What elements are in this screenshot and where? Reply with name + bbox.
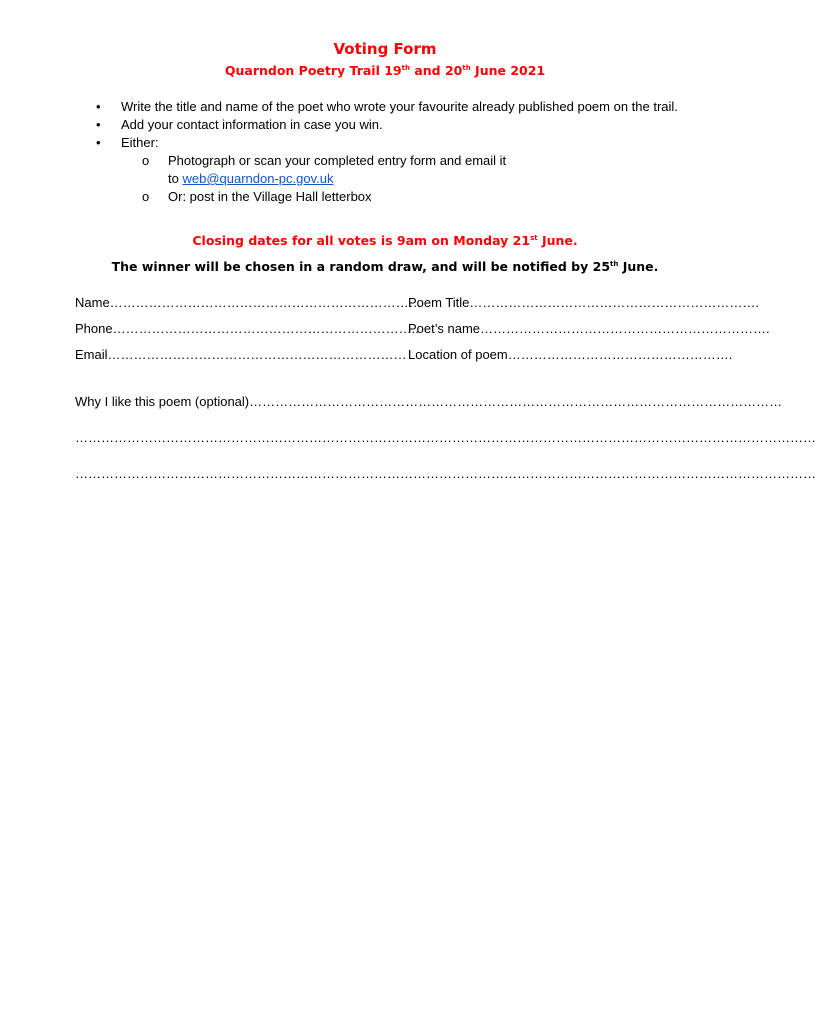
circle-bullet-icon: o: [142, 153, 150, 168]
option-text: Or: post in the Village Hall letterbox: [168, 189, 372, 204]
instruction-text: Either:: [121, 135, 159, 150]
subtitle-text-start: Quarndon Poetry Trail 19: [224, 63, 402, 78]
bullet-icon: •: [96, 135, 101, 150]
closing-date-notice: [0, 233, 770, 248]
subtitle-text-mid: and 20: [409, 63, 463, 78]
option-email-to: to: [168, 171, 183, 186]
option-email-text: Photograph or scan your completed entry form and email it: [168, 153, 507, 168]
closing-text-start: Closing dates for all votes is 9am on Monday 21: [192, 233, 531, 248]
comment-line[interactable]: ………………………………………………………………………………………………………………………………………………………: [75, 430, 816, 445]
instruction-text: Add your contact information in case you win.: [121, 117, 383, 132]
phone-field[interactable]: Phone……………………………………………………………..: [75, 321, 419, 336]
submission-option: [142, 152, 706, 188]
instructions-list: [96, 98, 706, 206]
form-title: Voting Form: [333, 40, 437, 58]
submission-options: [142, 152, 706, 206]
why-like-poem-field[interactable]: Why I like this poem (optional)……………………………………………………………………………………………………………: [75, 394, 783, 409]
winner-text-end: June.: [618, 259, 659, 274]
instruction-text: Write the title and name of the poet who wrote your favourite already published poem on the trail.: [121, 99, 678, 114]
name-field[interactable]: Name………………………………………………………………: [75, 295, 422, 310]
bullet-icon: •: [96, 117, 101, 132]
subtitle-ordinal-1: th: [401, 64, 410, 72]
email-link[interactable]: web@quarndon-pc.gov.uk: [182, 171, 334, 186]
form-subtitle: [0, 63, 770, 78]
poets-name-field[interactable]: Poet’s name………………………………………………………….: [408, 321, 770, 336]
submission-option: [142, 188, 706, 206]
instruction-item: [96, 116, 706, 134]
instruction-item: [96, 134, 706, 152]
subtitle-text-end: June 2021: [470, 63, 546, 78]
email-field[interactable]: Email……………………………………………………………: [75, 347, 407, 362]
subtitle-ordinal-2: th: [462, 64, 471, 72]
closing-text-end: June.: [537, 233, 578, 248]
location-of-poem-field[interactable]: Location of poem…………………………………………….: [408, 347, 733, 362]
poem-title-field[interactable]: Poem Title………………………………………………………….: [408, 295, 760, 310]
winner-ordinal: th: [610, 260, 619, 268]
option-text: [168, 152, 706, 188]
instruction-item: [96, 98, 706, 116]
comment-line[interactable]: ………………………………………………………………………………………………………………………………………………………: [75, 466, 816, 481]
bullet-icon: •: [96, 99, 101, 114]
winner-notice: [0, 259, 770, 274]
closing-ordinal: st: [530, 234, 538, 242]
winner-text-start: The winner will be chosen in a random draw, and will be notified by 25: [111, 259, 611, 274]
circle-bullet-icon: o: [142, 189, 150, 204]
